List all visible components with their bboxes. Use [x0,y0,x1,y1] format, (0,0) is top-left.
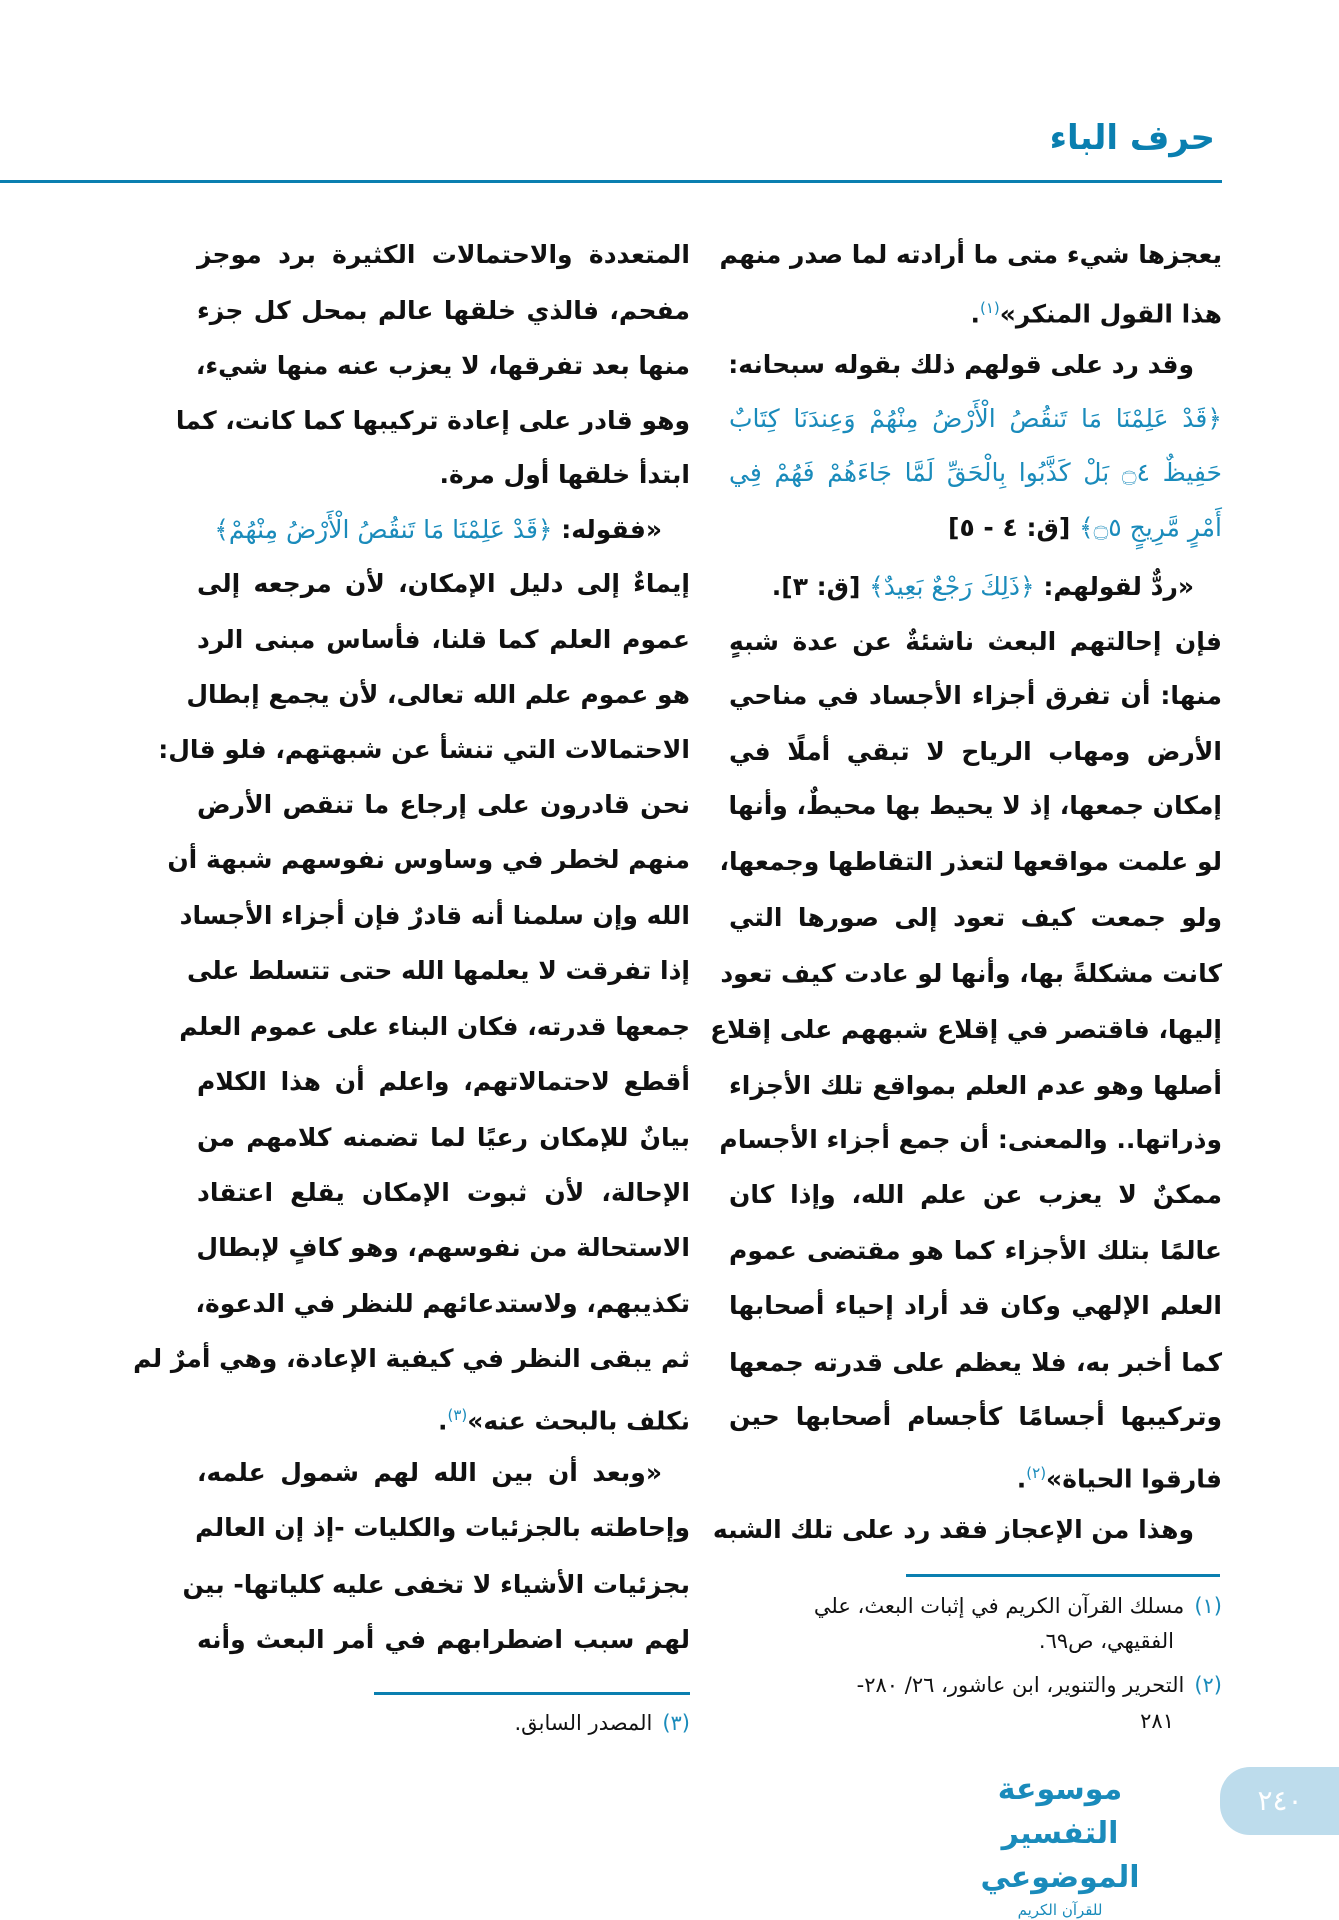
text-line [197,230,690,280]
text-line [197,1448,690,1498]
text-line [729,340,1222,390]
logo-title: موسوعة التفسير الموضوعي [980,1772,1140,1895]
text-line [197,615,690,665]
body-text: وقد رد على قولهم ذلك بقوله سبحانه: [728,350,1194,379]
text-line [197,1279,690,1329]
body-text: وهو قادر على إعادة تركيبها كما كانت، كما [175,406,690,435]
body-text: المتعددة والاحتمالات الكثيرة برد موجز [197,240,690,269]
body-text: هو عموم علم الله تعالى، لأن يجمع إبطال [186,680,690,709]
body-text: أصلها وهو عدم العلم بمواقع تلك الأجزاء [729,1071,1222,1100]
text-line [729,1170,1222,1220]
body-text: وذراتها.. والمعنى: أن جمع أجزاء الأجسام [719,1125,1222,1154]
footnote [1140,1703,1222,1739]
text-line [719,837,1222,887]
body-text: عالمًا بتلك الأجزاء كما هو مقتضى عموم [729,1236,1222,1265]
body-text: لو علمت مواقعها لتعذر التقاطها وجمعها، [719,847,1222,876]
text-line [175,396,690,446]
text-line [197,450,690,500]
text-line [729,727,1222,777]
body-text: إمكان جمعها، إذ لا يحيط بها محيطٌ، وأنها [728,791,1222,820]
body-text: كما أخبر به، فلا يعظم على قدرته جمعها [729,1348,1222,1377]
body-text: الإحالة، لأن ثبوت الإمكان يقلع اعتقاد [197,1178,690,1207]
footnote [857,1667,1222,1703]
body-text: كانت مشكلةً بها، وأنها لو عادت كيف تعود [720,959,1222,988]
text-line [729,671,1222,721]
body-text: العلم الإلهي وكان قد أراد إحياء أصحابها [729,1291,1222,1320]
text-line [197,505,690,555]
body-text: . [1016,1464,1027,1494]
footnote-text: التحرير والتنوير، ابن عاشور، ٢٦/ ٢٨٠- [856,1673,1185,1697]
body-text: تكذيبهم، ولاستدعائهم للنظر في الدعوة، [195,1289,690,1318]
text-line [182,1560,690,1610]
body-text: مفحم، فالذي خلقها عالم بمحل كل جزء [197,296,690,325]
text-line [729,1448,1222,1498]
text-line [720,949,1222,999]
text-line [197,1057,690,1107]
text-line [729,1281,1222,1331]
body-text: «فقوله: [552,515,662,544]
text-line [197,286,690,336]
text-line [719,1115,1222,1165]
text-line [729,781,1222,831]
body-text: ممكنٌ لا يعزب عن علم الله، وإذا كان [729,1180,1222,1209]
body-text: الاستحالة من نفوسهم، وهو كافٍ لإبطال [196,1233,690,1262]
chapter-title: حرف الباء [1049,118,1215,158]
body-text: . [437,1406,448,1436]
quran-verse: ﴿قَدْ عَلِمْنَا مَا تَنقُصُ الْأَرْضُ مِنْهُمْ وَعِندَنَا كِتَابٌ [729,404,1222,433]
body-text: وتركيبها أجسامًا كأجسام أصحابها حين [729,1402,1222,1431]
body-text: إذا تفرقت لا يعلمها الله حتى تتسلط على [186,956,690,985]
text-line [729,1392,1222,1442]
body-text: الاحتمالات التي تنشأ عن شبهتهم، فلو قال: [158,735,690,764]
footnote-text: المصدر السابق. [514,1711,653,1735]
body-text: بجزئيات الأشياء لا تخفى عليه كلياتها- بين [182,1570,690,1599]
body-text: منهم لخطر في وساوس نفوسهم شبهة أن [167,845,690,874]
text-line [729,893,1222,943]
text-line [729,617,1222,667]
text-line [197,1503,690,1553]
body-text: نكلف بالبحث عنه» [467,1406,690,1436]
body-text: ولو جمعت كيف تعود إلى صورها التي [729,903,1222,932]
body-text: نحن قادرون على إرجاع ما تنقص الأرض [197,790,690,819]
footnote-ref[interactable]: (٢) [1026,1464,1047,1482]
body-text: . [970,299,980,329]
body-text: عموم العلم كما قلنا، فأساس مبنى الرد [197,625,690,654]
text-line [710,1005,1222,1055]
body-text: فإن إحالتهم البعث ناشئةٌ عن عدة شبهٍ [729,627,1222,656]
text-line [179,1002,690,1052]
body-text: إيماءٌ إلى دليل الإمكان، لأن مرجعه إلى [197,569,690,598]
body-text: أقطع لاحتمالاتهم، واعلم أن هذا الكلام [197,1067,690,1096]
text-line [729,283,1222,333]
text-line [197,1223,690,1273]
text-line [167,835,690,885]
text-line [712,1505,1222,1555]
body-text: يعجزها شيء متى ما أرادته لما صدر منهم [719,240,1222,269]
encyclopedia-logo [935,1768,1185,1919]
text-line [179,891,690,941]
text-line [729,448,1222,498]
body-text: هذا القول المنكر» [999,299,1222,329]
footnote [814,1588,1222,1624]
text-line [197,780,690,830]
text-line [729,1338,1222,1388]
body-text: وهذا من الإعجاز فقد رد على تلك الشبه [712,1515,1194,1544]
body-text: الله وإن سلمنا أنه قادرٌ فإن أجزاء الأجساد [179,901,690,930]
body-text: [ق: ٤ - ٥] [948,513,1079,542]
body-text: فارقوا الحياة» [1046,1464,1222,1494]
text-line [197,1390,690,1440]
logo-subtitle: للقرآن الكريم [1017,1901,1103,1919]
footnote-number: (١) [1194,1594,1222,1618]
footnote-text: ٢٨١ [1140,1709,1174,1733]
body-text: منها بعد تفرقها، لا يعزب عنه منها شيء، [195,351,690,380]
body-text: الأرض ومهاب الرياح لا تبقي أملًا في [729,737,1222,766]
body-text: منها: أن تفرق أجزاء الأجساد في مناحي [729,681,1222,710]
footnote-ref[interactable]: (٣) [447,1406,468,1424]
text-line [197,559,690,609]
text-line [729,1061,1222,1111]
text-line [186,946,690,996]
quran-verse: أَمْرٍ مَّرِيجٍ ۝٥﴾ [1078,513,1222,542]
text-line [186,670,690,720]
body-text: بيانٌ للإمكان رعيًا لما تضمنه كلامهم من [197,1123,690,1152]
footnote-text: الفقيهي، ص٦٩. [1038,1629,1174,1653]
text-line [197,341,690,391]
footnote-divider-left [374,1692,690,1695]
body-text: وإحاطته بالجزئيات والكليات -إذ إن العالم [195,1513,690,1542]
text-line [197,1113,690,1163]
footnote-ref[interactable]: (١) [979,299,1000,317]
text-line [719,230,1222,280]
body-text: [ق: ٣]. [771,572,870,601]
text-line [729,394,1222,444]
body-text: لهم سبب اضطرابهم في أمر البعث وأنه [197,1625,690,1654]
footnote-text: مسلك القرآن الكريم في إثبات البعث، علي [813,1594,1185,1618]
text-line [133,1334,690,1384]
text-line [197,1615,690,1665]
header-divider [0,180,1222,183]
quran-verse: ﴿قَدْ عَلِمْنَا مَا تَنقُصُ الْأَرْضُ مِنْهُمْ﴾ [214,515,553,544]
text-line [197,1168,690,1218]
footnote-number: (٢) [1194,1673,1222,1697]
footnote [514,1705,690,1741]
body-text: جمعها قدرته، فكان البناء على عموم العلم [179,1012,690,1041]
body-text: «ردٌّ لقولهم: [1034,572,1194,601]
text-line [729,1226,1222,1276]
footnote [1039,1623,1222,1659]
text-line [158,725,690,775]
footnote-divider-right [906,1574,1220,1577]
quran-verse: ﴿ذَلِكَ رَجْعٌ بَعِيدٌ﴾ [869,572,1035,601]
quran-verse: حَفِيظٌ ۝٤ بَلْ كَذَّبُوا بِالْحَقِّ لَمَّا جَاءَهُمْ فَهُمْ فِي [729,458,1223,487]
page-number: ٢٤٠ [1220,1767,1339,1835]
body-text: إليها، فاقتصر في إقلاع شبههم على إقلاع [710,1015,1222,1044]
body-text: ثم يبقى النظر في كيفية الإعادة، وهي أمرٌ لم [133,1344,690,1373]
body-text: ابتدأ خلقها أول مرة. [439,460,690,489]
text-line [729,562,1222,612]
footnote-number: (٣) [662,1711,690,1735]
body-text: «وبعد أن بين الله لهم شمول علمه، [197,1458,662,1487]
text-line [729,503,1222,553]
